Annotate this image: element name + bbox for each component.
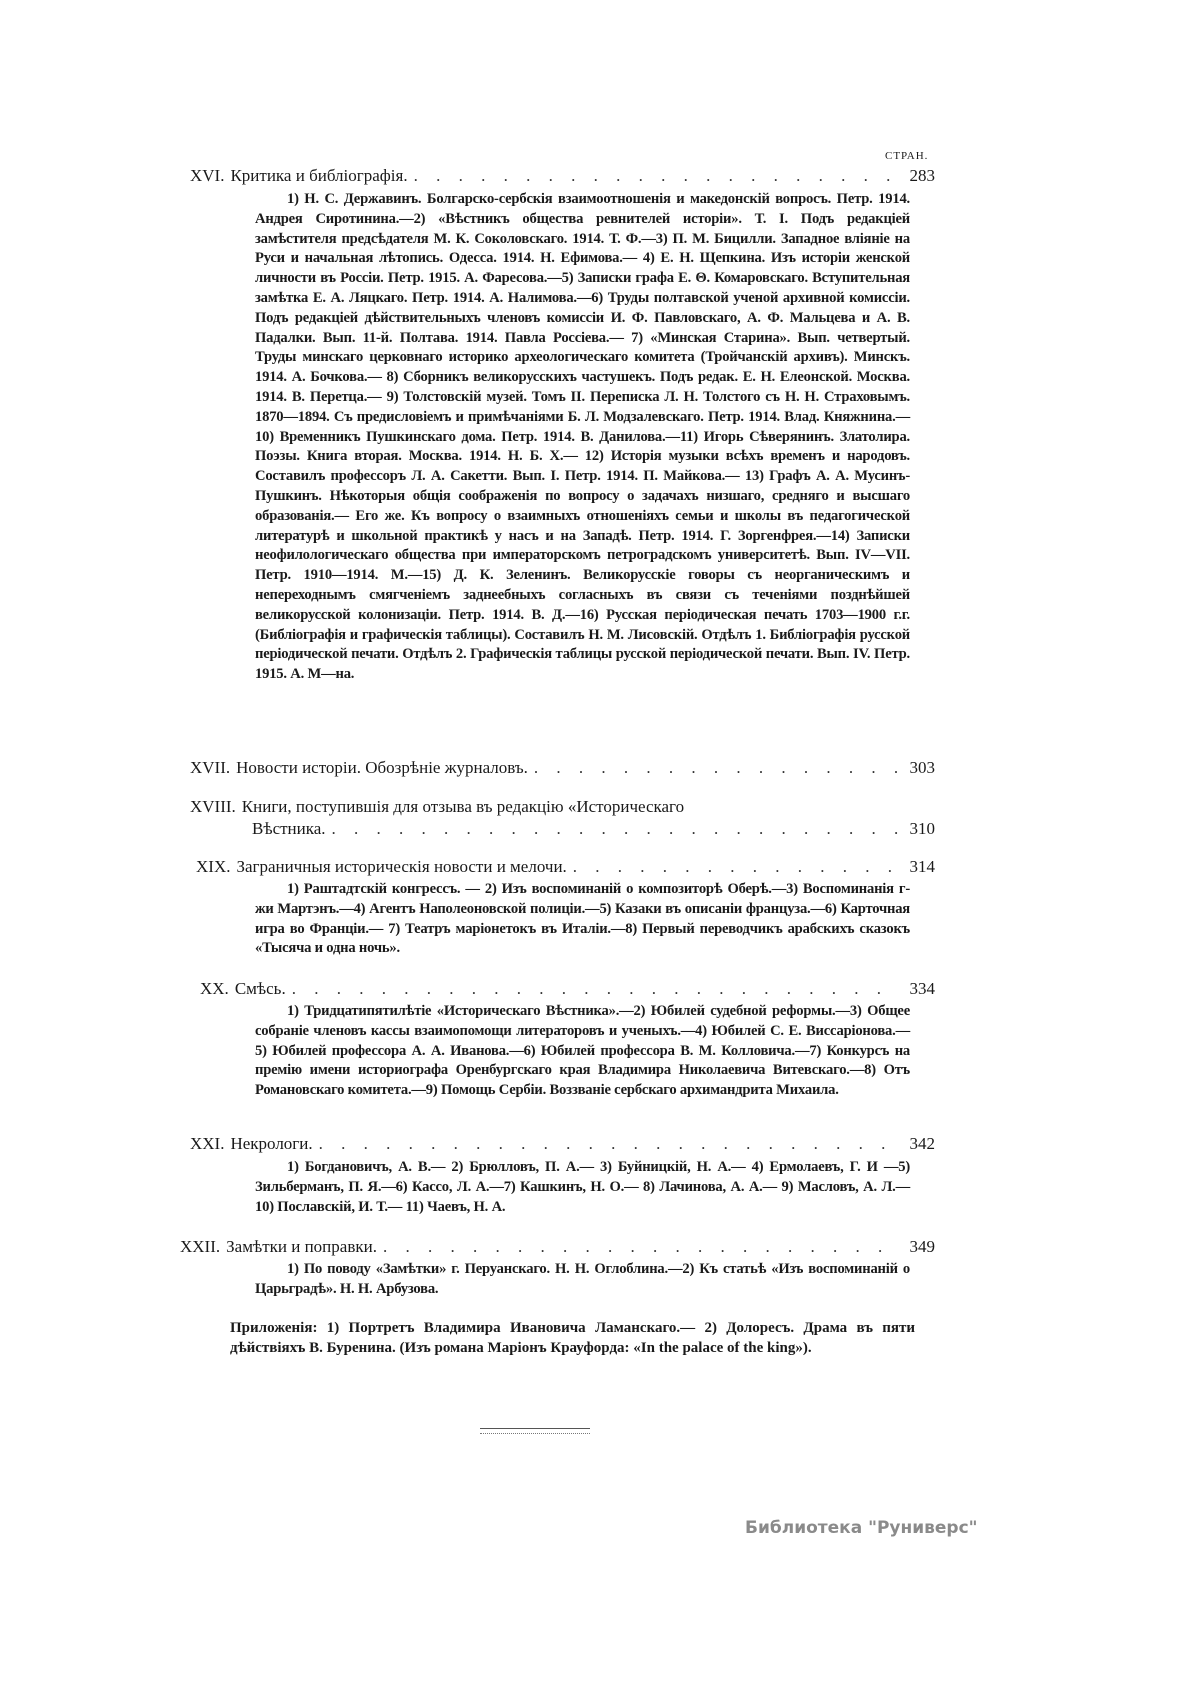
section-title: Новости исторіи. Обозрѣніе журналовъ. [236,758,528,777]
dot-leader [332,819,899,839]
page-number: 303 [909,758,935,777]
section-number: XXI. [190,1134,225,1153]
page-number: 314 [909,857,935,876]
section-title: Критика и библіографія. [230,166,408,185]
toc-entry-xxii [180,1237,935,1257]
dot-leader [414,166,899,186]
toc-entry-xxi [190,1134,935,1154]
dot-leader [319,1134,899,1154]
section-contents: 1) По поводу «Замѣтки» г. Перуанскаго. Н. Н. Оглоблина.—2) Къ статьѣ «Изъ воспоминаній о Царьградѣ». Н. Н. Арбузова. [255,1261,910,1297]
section-title: Книги, поступившія для отзыва въ редакцію «Историческаго [241,797,685,816]
page-number: 310 [909,819,935,838]
section-title: Смѣсь. [234,979,286,998]
page-number: 342 [909,1134,935,1153]
page-number: 349 [909,1237,935,1256]
toc-entry-xvi [190,166,935,186]
toc-entry-xx [190,979,935,999]
ornamental-divider [480,1428,590,1434]
section-title: Некрологи. [230,1134,313,1153]
section-number: XVI. [190,166,225,185]
section-contents: 1) Богдановичъ, А. В.— 2) Брюлловъ, П. А.— 3) Буйницкій, Н. А.— 4) Ермолаевъ, Г. И —5) Зильберманъ, П. Я.—6) Кассо, Л. А.—7) Кашкинъ, Н. О.— 8) Лачинова, А. А.— 9) Масловъ, А. Л.— 10) Пославскій, И. Т.— 11) Чаевъ, Н. А. [255,1159,910,1215]
page-number: 334 [909,979,935,998]
toc-entry-xix [190,857,935,877]
page-label: СТРАН. [885,150,929,162]
section-number: XVIII. [190,797,236,816]
toc-entry-xviii-cont [252,819,935,839]
dot-leader [534,758,899,778]
section-title: Заграничныя историческія новости и мелочи. [236,857,567,876]
section-number: XVII. [190,758,231,777]
section-title-continued: Вѣстника. [252,819,326,838]
section-number: XIX. [196,857,231,876]
section-contents: 1) Раштадтскій конгрессъ. — 2) Изъ воспоминаній о композиторѣ Оберѣ.—3) Воспоминанія г-жи Мартэнъ.—4) Агентъ Наполеоновской полиціи.—5) Казаки въ описаніи француза.—6) Карточная игра во Франціи.— 7) Театръ маріонетокъ въ Италіи.—8) Первый переводчикъ арабскихъ сказокъ «Тысяча и одна ночь». [255,881,910,957]
page-number: 283 [909,166,935,185]
section-title: Замѣтки и поправки. [226,1237,377,1256]
toc-entry-xviii [190,797,935,817]
appendix-label: Приложенія: [230,1320,318,1336]
section-contents: 1) Н. С. Державинъ. Болгарско-сербскія взаимоотношенія и македонскій вопросъ. Петр. 1914. Андрея Сиротинина.—2) «Вѣстникъ общества ревнителей исторіи». Т. I. Подъ редакціей замѣстителя предсѣдателя М. К. Соколовскаго. 1914. Т. Ф.—3) П. М. Бицилли. Западное вліяніе на Руси и начальная лѣтопись. Одесса. 1914. Н. Ефимова.— 4) Е. Н. Щепкина. Изъ исторіи женской личности въ Россіи. Петр. 1915. А. Фаресова.—5) Записки графа Е. Θ. Комаровскаго. Вступительная замѣтка Е. А. Ляцкаго. Петр. 1914. А. Налимова.—6) Труды полтавской ученой архивной комиссіи. Подъ редакціей дѣйствительныхъ членовъ комиссіи И. Ф. Павловскаго, А. Ф. Мальцева и А. В. Падалки. Вып. 11-й. Полтава. 1914. Павла Россіева.— 7) «Минская Старина». Вып. четвертый. Труды минскаго церковнаго историко археологическаго комитета (Тройчанскій архивъ). Минскъ. 1914. А. Бочкова.— 8) Сборникъ великорусскихъ частушекъ. Подъ редак. Е. Н. Елеонской. Москва. 1914. В. Перетца.— 9) Толстовскій музей. Томъ II. Переписка Л. Н. Толстого съ Н. Н. Страховымъ. 1870—1894. Съ предисловіемъ и примѣчаніями Б. Л. Модзалевскаго. Петр. 1914. Влад. Княжнина.— 10) Временникъ Пушкинскаго дома. Петр. 1914. В. Данилова.—11) Игорь Сѣверянинъ. Златолира. Поэзы. Книга вторая. Москва. 1914. Н. Б. Х.— 12) Исторія музыки всѣхъ временъ и народовъ. Составилъ профессоръ Л. А. Сакетти. Вып. I. Петр. 1914. П. Майкова.— 13) Графъ А. А. Мусинъ-Пушкинъ. Нѣкоторыя общія соображенія по вопросу о задачахъ низшаго, средняго и высшаго образованія.— Его же. Къ вопросу о взаимныхъ отношеніяхъ семьи и школы въ педагогической литературѣ и школьной практикѣ у насъ и на Западѣ. Петр. 1914. Г. Зоргенфрея.—14) Записки неофилологическаго общества при императорскомъ петроградскомъ университетѣ. Вып. IV—VII. Петр. 1910—1914. М.—15) Д. К. Зеленинъ. Великорусскіе говоры съ неорганическимъ и непереходнымъ смягченіемъ заднеебныхъ согласныхъ въ связи съ теченіями позднѣйшей великорусской колонизаціи. Петр. 1914. В. Д.—16) Русская періодическая печать 1703—1900 г.г. (Библіографія и графическія таблицы). Составилъ Н. М. Лисовскій. Отдѣлъ 1. Библіографія русской періодической печати. Отдѣлъ 2. Графическія таблицы русской періодической печати. Вып. IV. Петр. 1915. А. М—на. [255,191,910,683]
dot-leader [383,1237,899,1257]
library-watermark: Библиотека "Руниверс" [745,1518,978,1538]
appendix-text: 1) Портретъ Владимира Ивановича Ламанскаго.— 2) Долоресъ. Драма въ пяти дѣйствіяхъ В. Буренина. (Изъ романа Маріонъ Крауфорда: «In the palace of the king»). [230,1320,915,1356]
appendix [230,1318,915,1358]
section-contents: 1) Тридцатипятилѣтіе «Историческаго Вѣстника».—2) Юбилей судебной реформы.—3) Общее собраніе членовъ кассы взаимопомощи литераторовъ и ученыхъ.—4) Юбилей С. Е. Виссаріонова.— 5) Юбилей профессора А. А. Иванова.—6) Юбилей профессора В. М. Колловича.—7) Конкурсъ на премію имени историографа Оренбургскаго края Владимира Николаевича Витевскаго.—8) Отъ Романовскаго комитета.—9) Помощь Сербіи. Воззваніе сербскаго архимандрита Михаила. [255,1003,910,1099]
toc-entry-xvii [190,758,935,778]
dot-leader [573,857,899,877]
section-number: XXII. [180,1237,221,1256]
section-number: XX. [200,979,229,998]
dot-leader [292,979,899,999]
